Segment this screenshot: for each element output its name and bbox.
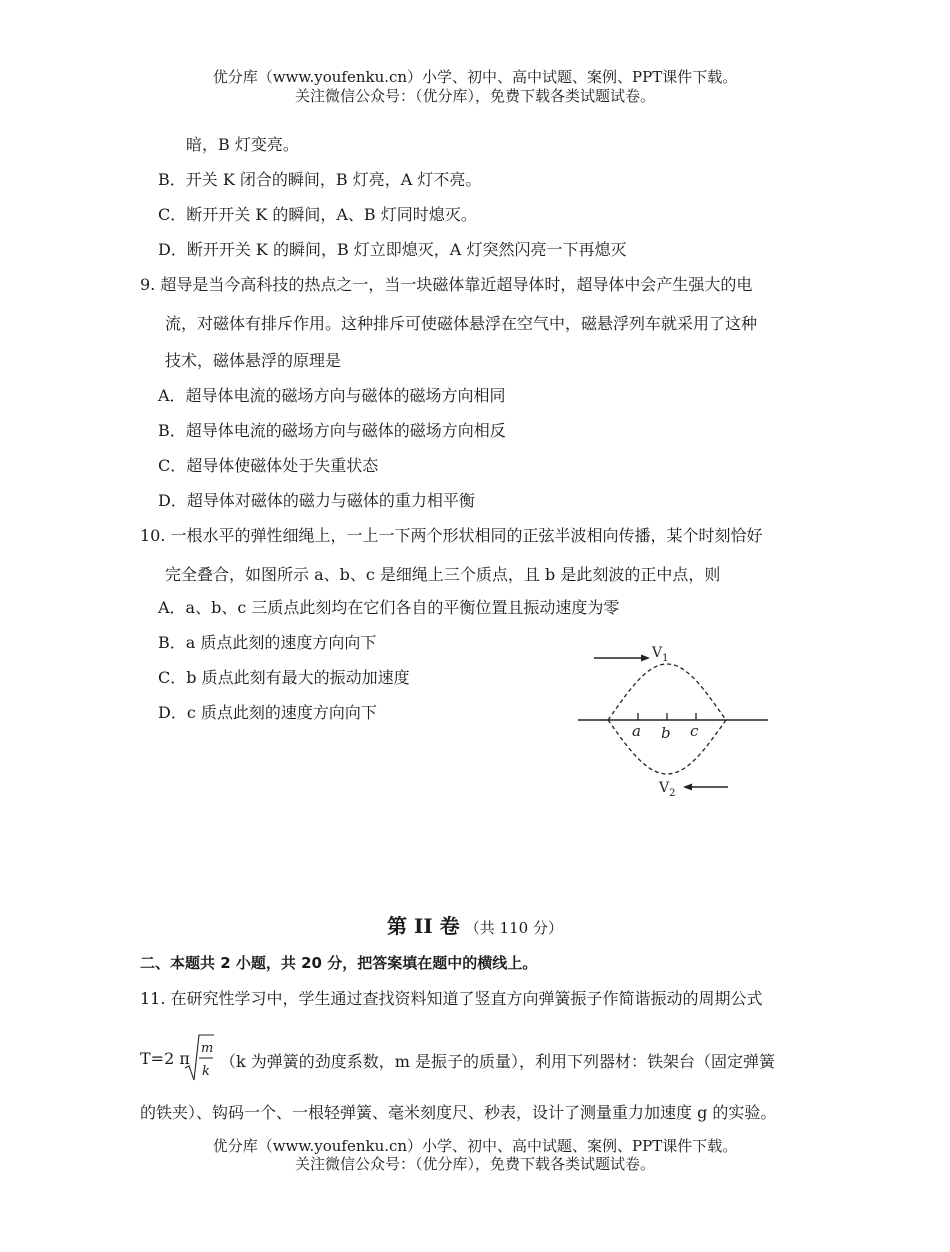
q10-stem-line-1: 10. 一根水平的弹性细绳上，一上一下两个形状相同的正弦半波相向传播，某个时刻恰好 — [140, 526, 763, 545]
q10-stem-line-2: 完全叠合，如图所示 a、b、c 是细绳上三个质点，且 b 是此刻波的正中点，则 — [165, 565, 721, 584]
q11-formula-prefix: T=2 π — [140, 1049, 190, 1068]
v1-arrowhead — [641, 655, 650, 662]
part2-heading — [0, 910, 950, 939]
formula-denominator: k — [202, 1064, 210, 1079]
q9-option-d: D．超导体对磁体的磁力与磁体的重力相平衡 — [158, 491, 475, 510]
q10-option-c: C．b 质点此刻有最大的振动加速度 — [158, 668, 410, 687]
part2-title: 第 II 卷 — [387, 914, 460, 938]
q8-option-d: D．断开开关 K 的瞬间，B 灯立即熄灭，A 灯突然闪亮一下再熄灭 — [158, 240, 627, 259]
part2-subtitle: （共 110 分） — [464, 919, 563, 937]
v2-label: $V_2$ — [659, 780, 676, 799]
q11-stem-line-2: （k 为弹簧的劲度系数，m 是振子的质量），利用下列器材：铁架台（固定弹簧 — [220, 1052, 776, 1071]
sqrt-fraction-formula — [183, 1032, 215, 1084]
q9-stem-line-1: 9. 超导是当今高科技的热点之一，当一块磁体靠近超导体时，超导体中会产生强大的电 — [140, 275, 753, 294]
point-b-label: b — [661, 724, 671, 742]
point-a-label: a — [632, 722, 641, 740]
q8-option-b: B．开关 K 闭合的瞬间，B 灯亮，A 灯不亮。 — [158, 170, 482, 189]
footer-line-1: 优分库（www.youfenku.cn）小学、初中、高中试题、案例、PPT课件下载。 — [212, 1137, 738, 1155]
header-line-1: 优分库（www.youfenku.cn）小学、初中、高中试题、案例、PPT课件下载。 — [212, 68, 738, 86]
q9-option-b: B．超导体电流的磁场方向与磁体的磁场方向相反 — [158, 421, 506, 440]
q10-option-d: D．c 质点此刻的速度方向向下 — [158, 703, 377, 722]
formula-numerator: m — [201, 1041, 214, 1056]
wave-superposition-figure — [570, 640, 780, 805]
q9-option-a: A．超导体电流的磁场方向与磁体的磁场方向相同 — [158, 386, 506, 405]
v2-arrowhead — [683, 784, 692, 791]
q10-option-b: B．a 质点此刻的速度方向向下 — [158, 633, 377, 652]
q8-option-c: C．断开开关 K 的瞬间，A、B 灯同时熄灭。 — [158, 205, 477, 224]
footer-line-2: 关注微信公众号：（优分库），免费下载各类试题试卷。 — [294, 1155, 655, 1173]
q11-stem-line-1: 11. 在研究性学习中，学生通过查找资料知道了竖直方向弹簧振子作简谐振动的周期公式 — [140, 989, 763, 1008]
q9-stem-line-2: 流，对磁体有排斥作用。这种排斥可使磁体悬浮在空气中，磁悬浮列车就采用了这种 — [165, 314, 758, 333]
q9-stem-line-3: 技术，磁体悬浮的原理是 — [165, 351, 342, 370]
q11-stem-line-3: 的铁夹）、钩码一个、一根轻弹簧、毫米刻度尺、秒表，设计了测量重力加速度 g 的实验。 — [140, 1103, 777, 1122]
q10-option-a: A．a、b、c 三质点此刻均在它们各自的平衡位置且振动速度为零 — [158, 598, 620, 617]
q8-continuation: 暗，B 灯变亮。 — [186, 135, 299, 154]
section-heading: 二、本题共 2 小题，共 20 分，把答案填在题中的横线上。 — [140, 954, 538, 972]
v1-label: $V_1$ — [652, 645, 669, 664]
header-line-2: 关注微信公众号：（优分库），免费下载各类试题试卷。 — [294, 87, 655, 105]
upper-half-wave — [608, 664, 726, 720]
point-c-label: c — [690, 722, 699, 740]
q9-option-c: C．超导体使磁体处于失重状态 — [158, 456, 379, 475]
